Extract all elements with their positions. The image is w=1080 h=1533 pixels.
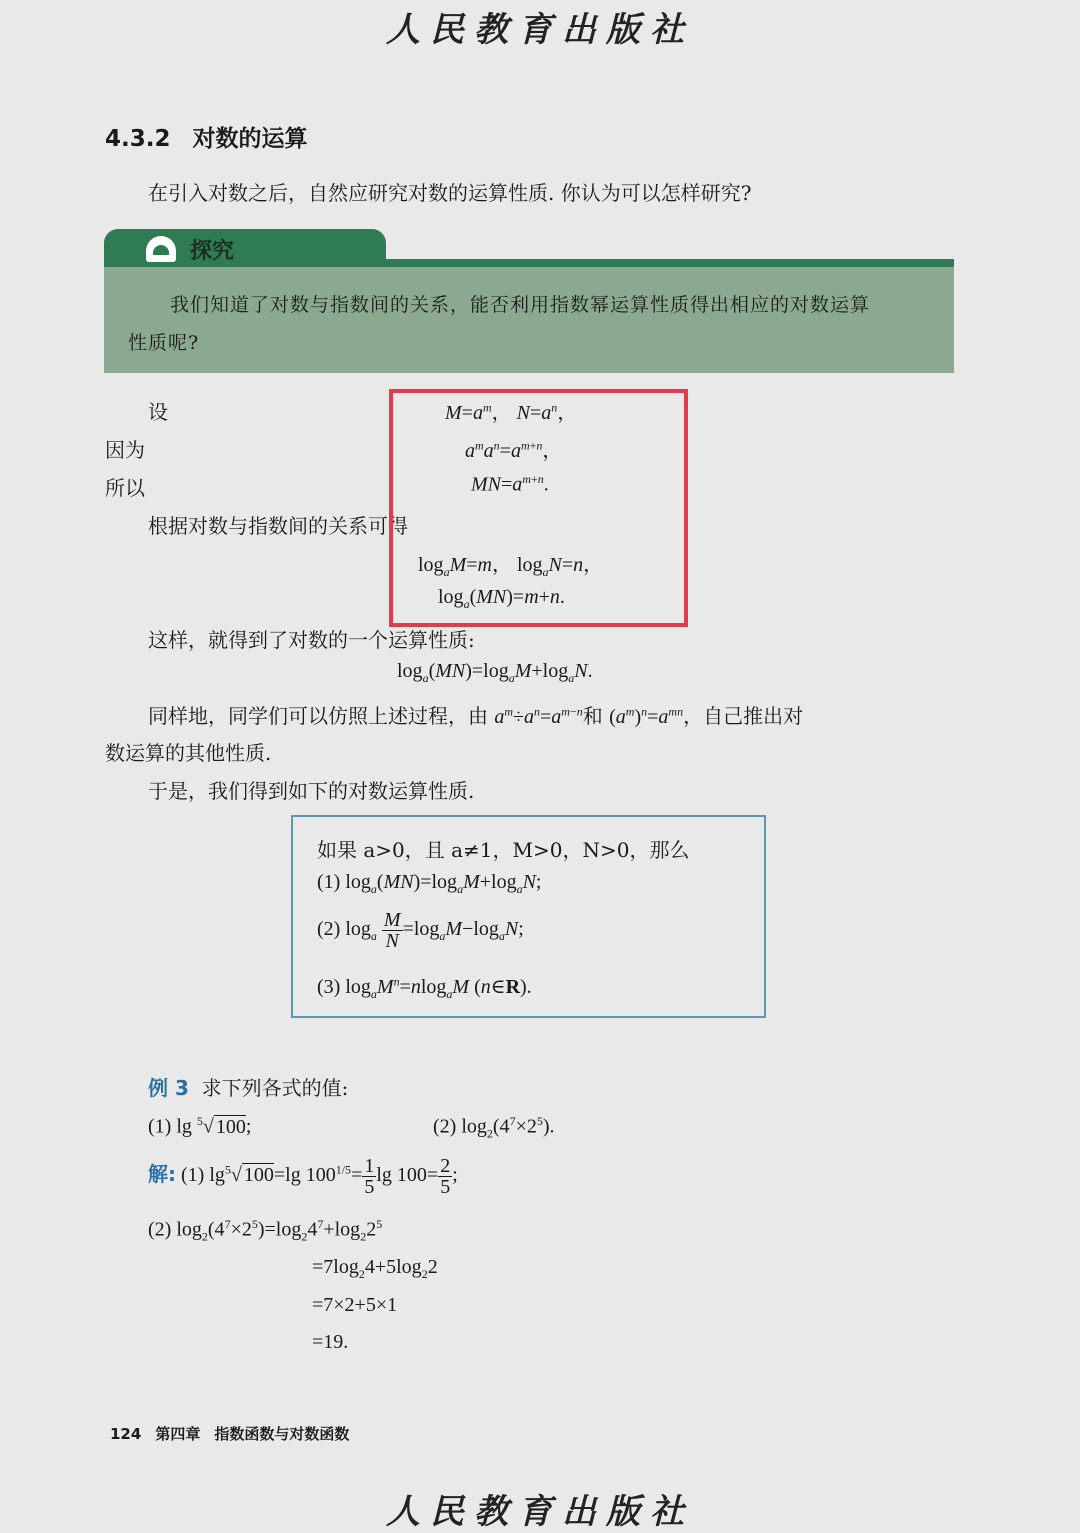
solution-part1: 解: (1) $\lg^5√$ 100=lg $100^{1/5}=$ $\frac{1}{5}$ lg 100= $\frac{2}{5}$ ; xyxy=(148,1155,458,1198)
explore-text-line2: 性质呢? xyxy=(128,332,200,354)
intro-paragraph: 在引入对数之后，自然应研究对数的运算性质. 你认为可以怎样研究? xyxy=(148,181,752,205)
therefore-label: 所以 xyxy=(105,476,145,500)
equation-therefore: $MN=a^{m+n}$. xyxy=(471,472,549,496)
property-3: (3) $\log_aM^n=nlog_aM$ (n∈R). xyxy=(317,974,532,1001)
product-rule: $\log_a(MN)=\log_aM+\log_aN$. xyxy=(397,660,593,685)
equation-logs: $\log_aM=m$， $\log_aN=n$， xyxy=(418,554,604,579)
example-heading: 例 3 求下列各式的值: xyxy=(148,1076,349,1100)
explore-box xyxy=(104,267,954,373)
section-title: 对数的运算 xyxy=(192,126,308,152)
publisher-logo-bottom: 人民教育出版社 xyxy=(386,1492,694,1532)
equation-because: $a^ma^n=a^{m+n}$， xyxy=(465,438,563,462)
chapter-label: 第四章 xyxy=(155,1425,201,1443)
section-number: 4.3.2 xyxy=(105,126,171,152)
because-label: 因为 xyxy=(105,438,145,462)
page-number: 124 xyxy=(110,1425,142,1443)
property-2: (2) $\log_a$ $\frac{M}{N}$ $=\log_aM-\log_aN$; xyxy=(317,909,524,952)
solution-part2-line3: =7×2+5×1 xyxy=(312,1294,398,1316)
similarly-paragraph: 同样地，同学们可以仿照上述过程，由 $a^m\div a^n=a^{m-n}$和 $(a^m)^n=a^{mn}$，自己推出对 xyxy=(148,704,804,728)
section-heading xyxy=(105,120,308,153)
property-1: (1) $\log_a(MN)=\log_aM+\log_aN$; xyxy=(317,871,542,896)
relation-text: 根据对数与指数间的关系可得 xyxy=(148,514,408,538)
solution-part2-result: =19. xyxy=(312,1331,349,1353)
explore-title: 探究 xyxy=(190,239,235,264)
explore-text-line1: 我们知道了对数与指数间的关系，能否利用指数幂运算性质得出相应的对数运算 xyxy=(170,294,871,316)
solution-part2-line1: (2) $\log_2(4^7\times 2^5)=\log_24^7+\log_22^5$ xyxy=(148,1217,383,1244)
chapter-title: 指数函数与对数函数 xyxy=(214,1425,350,1443)
solution-part2-line2: $=7\log_24+5\log_22$ xyxy=(312,1256,438,1281)
page-footer xyxy=(110,1423,363,1444)
example-part1: (1) lg $^5$√ 100; xyxy=(148,1114,252,1138)
explore-icon xyxy=(146,236,176,262)
equation-log-product: $\log_a(MN)=m+n$. xyxy=(438,586,565,611)
example-part2: (2) $\log_2(4^7\times 2^5)$. xyxy=(433,1114,555,1141)
highlight-box xyxy=(389,389,688,627)
thus-text: 这样，就得到了对数的一个运算性质: xyxy=(148,628,475,652)
publisher-logo-top: 人民教育出版社 xyxy=(386,10,694,50)
equation-let: $M=a^m$， $N=a^n$， xyxy=(445,400,578,424)
similarly-line2: 数运算的其他性质. xyxy=(105,741,272,765)
conclusion-text: 于是，我们得到如下的对数运算性质. xyxy=(148,779,475,803)
properties-condition: 如果 a>0，且 a≠1，M>0，N>0，那么 xyxy=(317,838,690,862)
let-label: 设 xyxy=(148,400,168,424)
